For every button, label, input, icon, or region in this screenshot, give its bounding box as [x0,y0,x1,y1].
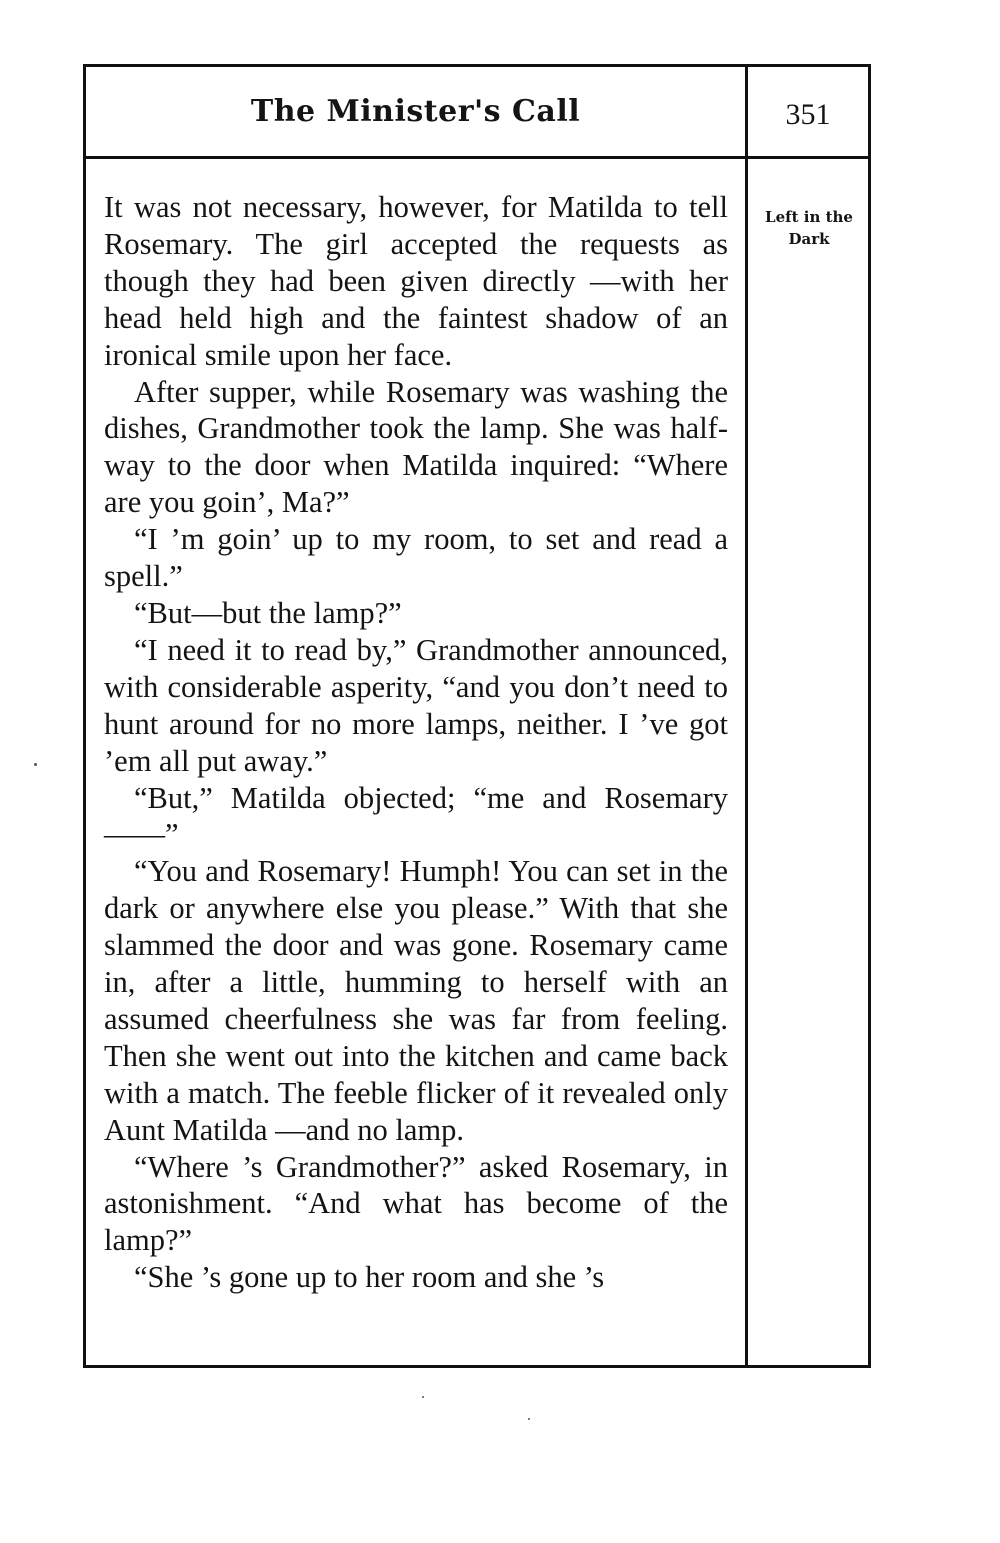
page-number: 351 [785,98,831,131]
paragraph: “I need it to read by,” Grandmother announced, with considerable asperity, “and you don’t need to hunt around for no more lamps, neither. I ’ve got ’em all put away.” [104,632,728,778]
paragraph: “But—but the lamp?” [134,595,402,630]
scan-speck [422,1396,424,1398]
paragraph: “I ’m goin’ up to my room, to set and read a spell.” [104,522,728,594]
paragraph: “But,” Matilda objected; “me and Rosemary——” [104,780,728,852]
scan-speck [528,1418,530,1420]
paragraph: It was not necessary, however, for Matilda to tell Rosemary. The girl accepted the requests as though they had been given directly —with her head held high and the faintest shadow of an ironical smile upon her face. [104,190,728,372]
paragraph: After supper, while Rosemary was washing the dishes, Grandmother took the lamp. She was half-way to the door when Matilda inquired: “Where are you goin’, Ma?” [104,374,728,520]
paragraph: “Where ’s Grandmother?” asked Rosemary, in astonishment. “And what has become of the lamp?” [104,1149,728,1258]
marginal-note [752,206,866,250]
margin-column-rule [745,64,748,1366]
marginal-note-line-1: Left in the [765,208,853,226]
paragraph: “She ’s gone up to her room and she ’s [134,1260,605,1295]
scan-speck [34,763,37,766]
body-text [104,189,728,1296]
marginal-note-line-2: Dark [788,230,830,248]
header-rule [86,156,870,159]
paragraph: “You and Rosemary! Humph! You can set in the dark or anywhere else you please.” With that she slammed the door and was gone. Rosemary came in, after a little, humming to herself with an assumed cheerfulness she was far from feeling. Then she went out into the kitchen and came back with a match. The feeble flicker of it revealed only Aunt Matilda —and no lamp. [104,854,728,1147]
running-title: The Minister's Call [250,94,581,129]
